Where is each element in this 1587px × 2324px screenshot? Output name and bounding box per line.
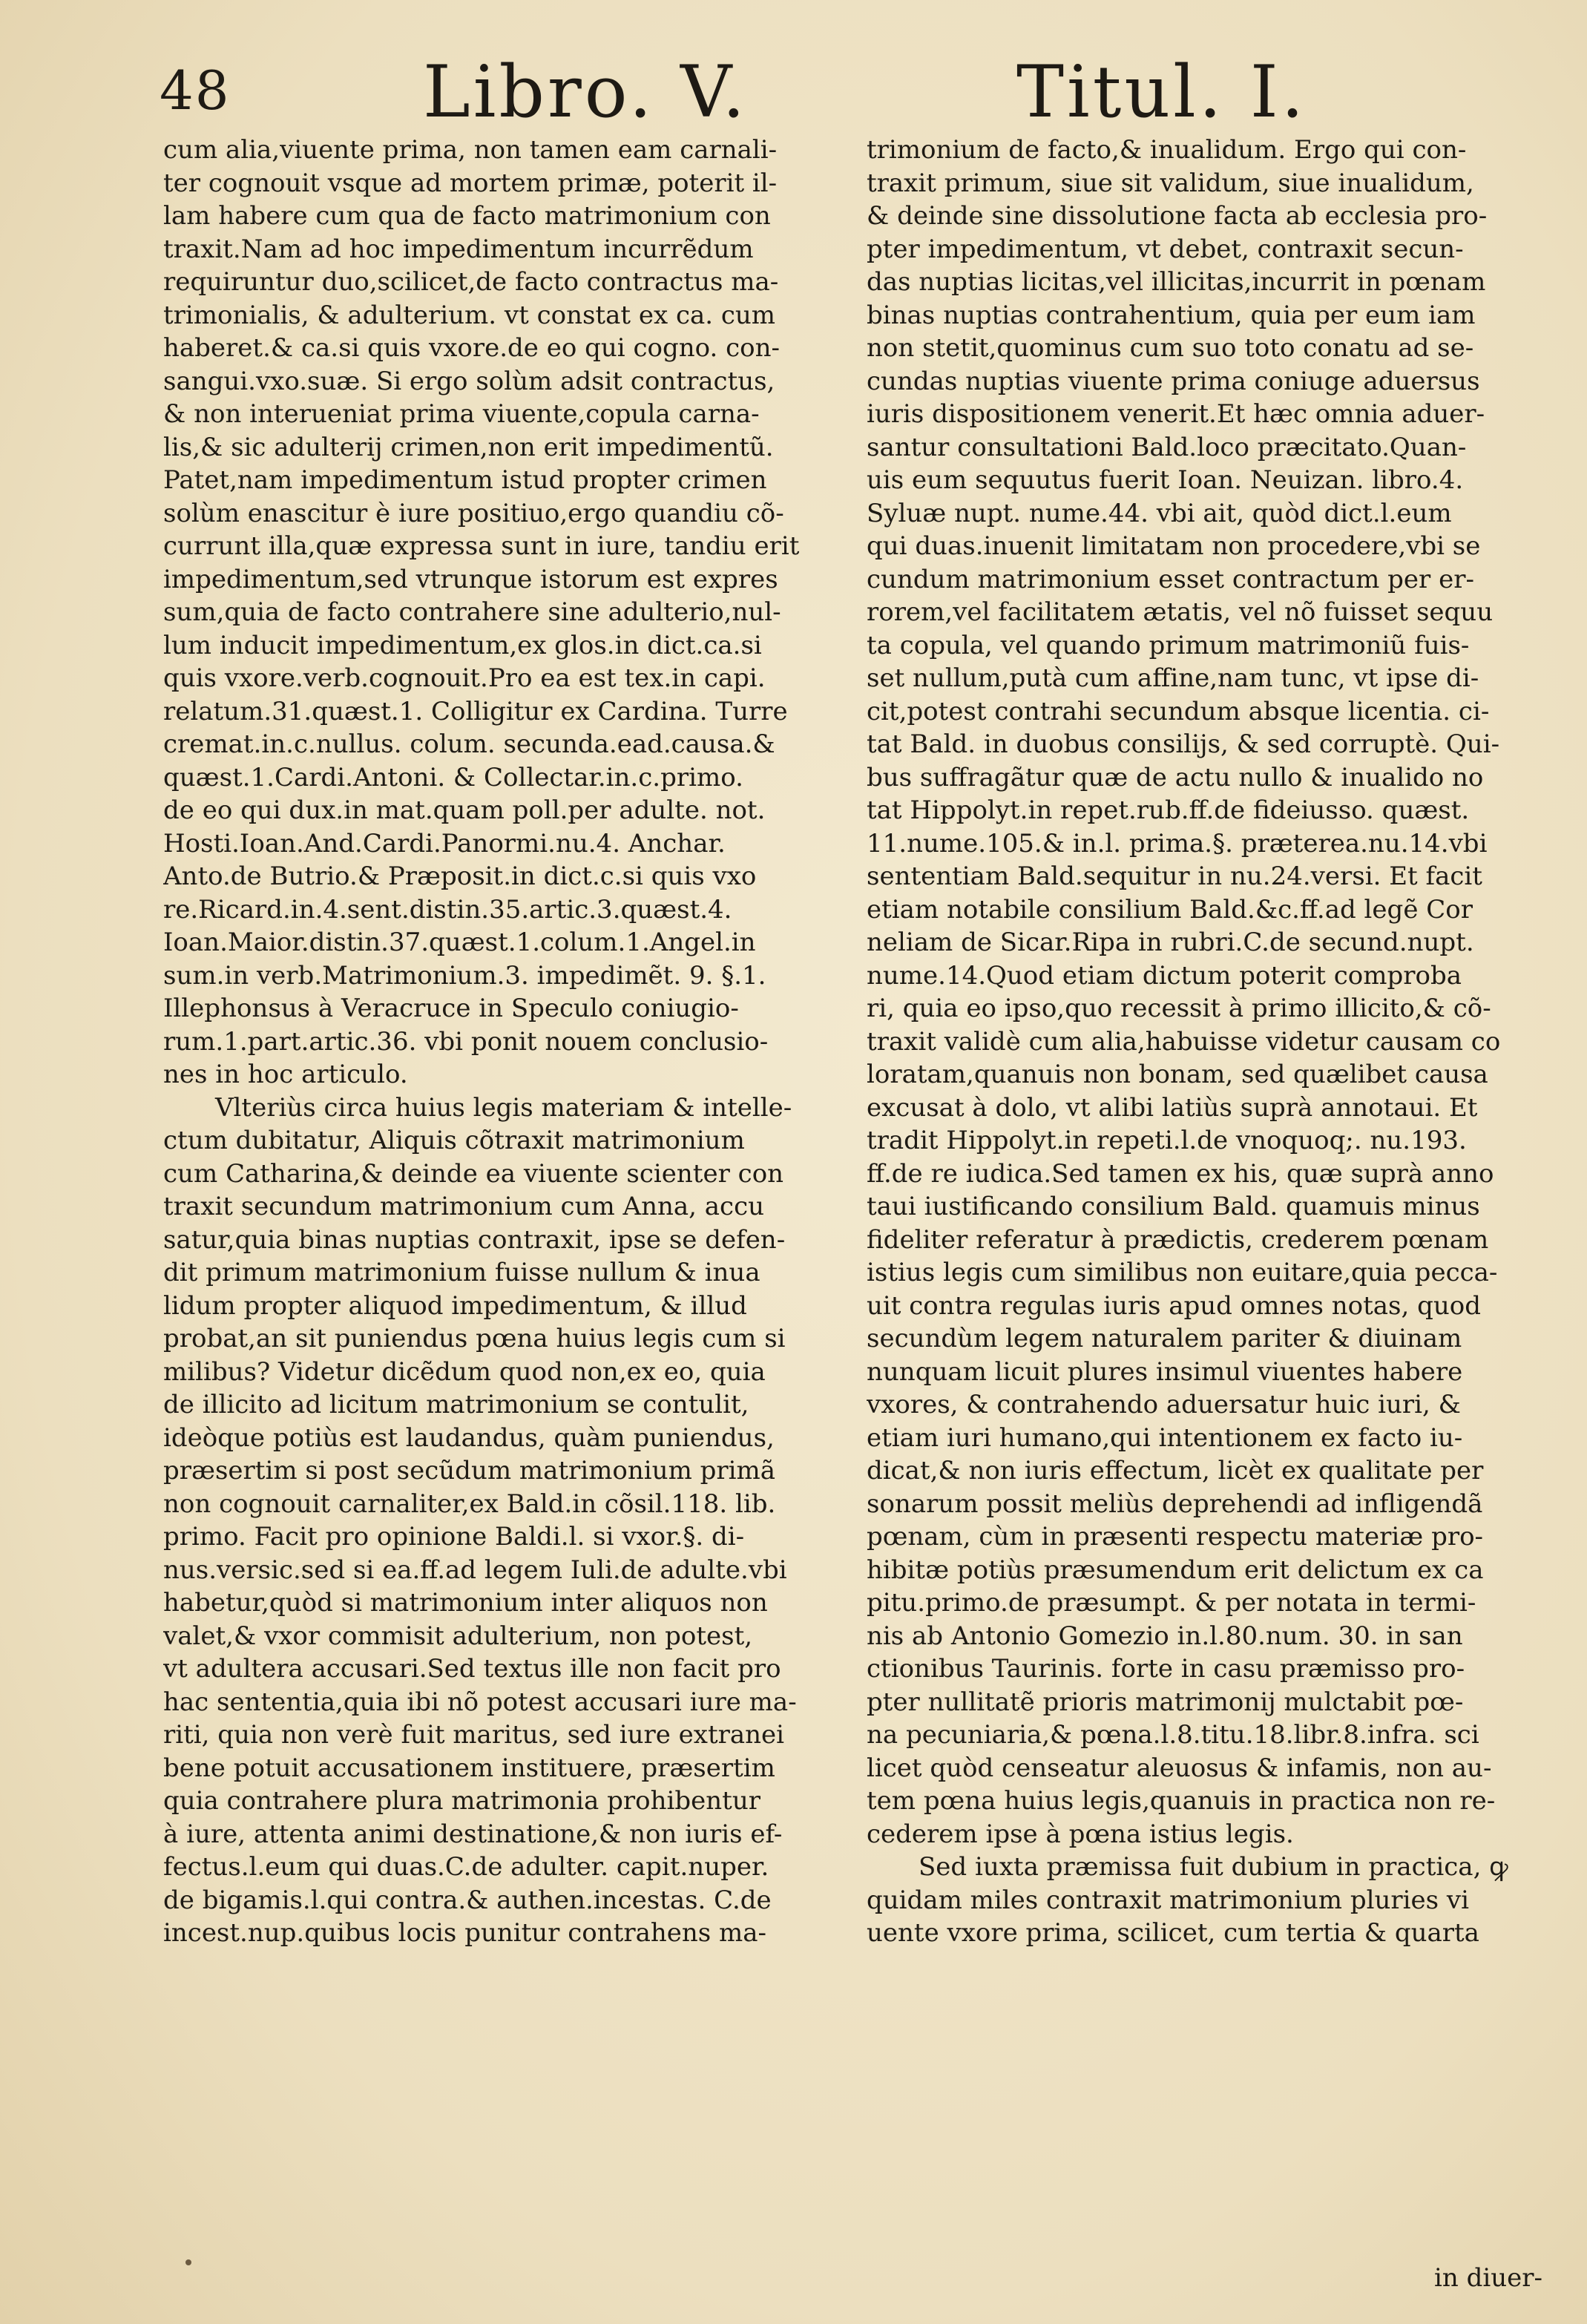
text-column-left bbox=[163, 134, 846, 1950]
text-line: na pecuniaria,& pœna.l.8.titu.18.libr.8.infra. sci bbox=[867, 1720, 1479, 1750]
text-line: cit,potest contrahi secundum absque licentia. ci- bbox=[867, 696, 1490, 726]
text-line: requiruntur duo,scilicet,de facto contractus ma- bbox=[163, 267, 779, 297]
text-line: ctionibus Taurinis. forte in casu præmisso pro- bbox=[867, 1654, 1465, 1684]
text-line: trimonialis, & adulterium. vt constat ex ca. cum bbox=[163, 300, 776, 330]
text-line: ta copula, vel quando primum matrimoniũ fuis- bbox=[867, 630, 1470, 660]
text-line: fideliter referatur à prædictis, crederem pœnam bbox=[867, 1224, 1489, 1255]
text-line: non stetit,quominus cum suo toto conatu ad se- bbox=[867, 333, 1474, 363]
text-line: incest.nup.quibus locis punitur contrahens ma- bbox=[163, 1918, 767, 1948]
text-line: licet quòd censeatur aleuosus & infamis, non au- bbox=[867, 1753, 1492, 1783]
text-line: vxores, & contrahendo aduersatur huic iuri, & bbox=[867, 1390, 1461, 1419]
text-line: de bigamis.l.qui contra.& authen.incestas. C.de bbox=[163, 1885, 772, 1915]
text-line: cum alia,viuente prima, non tamen eam carnali- bbox=[163, 135, 778, 165]
page-number: 48 bbox=[160, 59, 231, 122]
text-line: traxit primum, siue sit validum, siue inualidum, bbox=[867, 168, 1474, 198]
text-line: solùm enascitur è iure positiuo,ergo quandiu cõ- bbox=[163, 498, 784, 528]
text-line: hibitæ potiùs præsumendum erit delictum ex ca bbox=[867, 1555, 1484, 1585]
text-line: cundum matrimonium esset contractum per er- bbox=[867, 564, 1474, 594]
text-line: lam habere cum qua de facto matrimonium con bbox=[163, 201, 771, 231]
running-section: Titul. I. bbox=[1016, 50, 1307, 134]
running-header bbox=[0, 45, 1587, 134]
text-line: habetur,quòd si matrimonium inter aliquos non bbox=[163, 1588, 768, 1618]
text-line: etiam iuri humano,qui intentionem ex facto iu- bbox=[867, 1422, 1463, 1453]
text-line: Sed iuxta præmissa fuit dubium in practica, ꝙ bbox=[919, 1852, 1508, 1882]
text-line: milibus? Videtur dicẽdum quod non,ex eo, quia bbox=[163, 1356, 766, 1387]
text-line: sangui.vxo.suæ. Si ergo solùm adsit contractus, bbox=[163, 366, 775, 396]
text-line: rorem,vel facilitatem ætatis, vel nõ fuisset sequu bbox=[867, 597, 1494, 627]
text-line: ideòque potiùs est laudandus, quàm puniendus, bbox=[163, 1422, 775, 1453]
text-line: ctum dubitatur, Aliquis cõtraxit matrimonium bbox=[163, 1126, 745, 1155]
text-line: cremat.in.c.nullus. colum. secunda.ead.causa.& bbox=[163, 729, 775, 759]
text-line: das nuptias licitas,vel illicitas,incurrit in pœnam bbox=[867, 267, 1486, 297]
text-line: cundas nuptias viuente prima coniuge aduersus bbox=[867, 366, 1480, 396]
text-line: Hosti.Ioan.And.Cardi.Panormi.nu.4. Anchar. bbox=[163, 828, 726, 859]
text-line: impedimentum,sed vtrunque istorum est expres bbox=[163, 564, 778, 594]
text-line: hac sententia,quia ibi nõ potest accusari iure ma- bbox=[163, 1687, 797, 1717]
text-line: ri, quia eo ipso,quo recessit à primo illicito,& cõ- bbox=[867, 994, 1491, 1023]
text-line: lidum propter aliquod impedimentum, & illud bbox=[163, 1290, 747, 1321]
text-line: Anto.de Butrio.& Præposit.in dict.c.si quis vxo bbox=[163, 861, 757, 891]
text-line: præsertim si post secũdum matrimonium primã bbox=[163, 1456, 776, 1486]
text-line: nes in hoc articulo. bbox=[163, 1060, 408, 1089]
text-line: 11.nume.105.& in.l. prima.§. præterea.nu.14.vbi bbox=[867, 828, 1488, 859]
text-line: trimonium de facto,& inualidum. Ergo qui con- bbox=[867, 135, 1467, 165]
text-line: pter impedimentum, vt debet, contraxit secun- bbox=[867, 234, 1464, 264]
text-line: de illicito ad licitum matrimonium se contulit, bbox=[163, 1390, 749, 1419]
text-line: Patet,nam impedimentum istud propter crimen bbox=[163, 465, 767, 495]
text-line: pitu.primo.de præsumpt. & per notata in termi- bbox=[867, 1588, 1476, 1618]
text-line: secundùm legem naturalem pariter & diuinam bbox=[867, 1324, 1462, 1353]
text-line: nus.versic.sed si ea.ff.ad legem Iuli.de adulte.vbi bbox=[163, 1555, 787, 1585]
text-line: qui duas.inuenit limitatam non procedere,vbi se bbox=[867, 531, 1481, 561]
text-line: traxit validè cum alia,habuisse videtur causam co bbox=[867, 1026, 1501, 1057]
text-line: quia contrahere plura matrimonia prohibentur bbox=[163, 1786, 760, 1816]
text-line: primo. Facit pro opinione Baldi.l. si vxor.§. di- bbox=[163, 1522, 745, 1552]
text-line: neliam de Sicar.Ripa in rubri.C.de secund.nupt. bbox=[867, 928, 1474, 957]
text-line: riti, quia non verè fuit maritus, sed iure extranei bbox=[163, 1720, 785, 1750]
text-line: istius legis cum similibus non euitare,quia pecca- bbox=[867, 1258, 1498, 1287]
text-line: sonarum possit meliùs deprehendi ad infligendã bbox=[867, 1488, 1483, 1519]
text-line: dicat,& non iuris effectum, licèt ex qualitate per bbox=[867, 1456, 1484, 1486]
text-line: tat Bald. in duobus consilijs, & sed corruptè. Qui- bbox=[867, 729, 1500, 759]
text-line: iuris dispositionem venerit.Et hæc omnia aduer- bbox=[867, 399, 1485, 429]
text-line: nunquam licuit plures insimul viuentes habere bbox=[867, 1356, 1463, 1387]
text-line: Ioan.Maior.distin.37.quæst.1.colum.1.Angel.in bbox=[163, 928, 756, 957]
text-line: loratam,quanuis non bonam, sed quælibet causa bbox=[867, 1060, 1488, 1089]
text-line: tem pœna huius legis,quanuis in practica non re- bbox=[867, 1786, 1496, 1816]
text-line: quidam miles contraxit matrimonium pluries vi bbox=[867, 1885, 1469, 1915]
text-line: de eo qui dux.in mat.quam poll.per adulte. not. bbox=[163, 795, 766, 825]
text-line: dit primum matrimonium fuisse nullum & inua bbox=[163, 1258, 760, 1287]
text-line: sum,quia de facto contrahere sine adulterio,nul- bbox=[163, 597, 781, 627]
text-line: cederem ipse à pœna istius legis. bbox=[867, 1819, 1294, 1849]
text-line: Syluæ nupt. nume.44. vbi ait, quòd dict.l.eum bbox=[867, 498, 1452, 528]
text-line: Illephonsus à Veracruce in Speculo coniugio- bbox=[163, 994, 739, 1023]
text-line: uente vxore prima, scilicet, cum tertia & quarta bbox=[867, 1918, 1479, 1948]
text-line: satur,quia binas nuptias contraxit, ipse se defen- bbox=[163, 1224, 786, 1255]
text-line: valet,& vxor commisit adulterium, non potest, bbox=[163, 1621, 753, 1651]
text-line: bus suffragãtur quæ de actu nullo & inualido no bbox=[867, 762, 1484, 792]
text-line: traxit secundum matrimonium cum Anna, accu bbox=[163, 1192, 765, 1221]
text-line: uis eum sequutus fuerit Ioan. Neuizan. libro.4. bbox=[867, 465, 1464, 495]
text-line: rum.1.part.artic.36. vbi ponit nouem conclusio- bbox=[163, 1026, 769, 1057]
text-line: bene potuit accusationem instituere, præsertim bbox=[163, 1753, 775, 1783]
text-line: etiam notabile consilium Bald.&c.ff.ad legẽ Cor bbox=[867, 894, 1473, 925]
text-line: currunt illa,quæ expressa sunt in iure, tandiu erit bbox=[163, 531, 800, 561]
text-line: à iure, attenta animi destinatione,& non iuris ef- bbox=[163, 1819, 783, 1849]
text-line: nis ab Antonio Gomezio in.l.80.num. 30. in san bbox=[867, 1621, 1463, 1651]
text-line: nume.14.Quod etiam dictum poterit comproba bbox=[867, 960, 1462, 991]
text-line: traxit.Nam ad hoc impedimentum incurrẽdum bbox=[163, 234, 754, 264]
text-line: sententiam Bald.sequitur in nu.24.versi. Et facit bbox=[867, 861, 1482, 891]
text-line: tradit Hippolyt.in repeti.l.de vnoquoq;. nu.193. bbox=[867, 1126, 1467, 1155]
running-title: Libro. V. bbox=[423, 50, 748, 134]
text-line: tat Hippolyt.in repet.rub.ff.de fideiusso. quæst. bbox=[867, 795, 1470, 825]
text-line: binas nuptias contrahentium, quia per eum iam bbox=[867, 300, 1476, 330]
text-line: lum inducit impedimentum,ex glos.in dict.ca.si bbox=[163, 630, 762, 660]
text-line: pœnam, cùm in præsenti respectu materiæ pro- bbox=[867, 1522, 1484, 1552]
text-line: cum Catharina,& deinde ea viuente scienter con bbox=[163, 1158, 784, 1189]
text-line: & non interueniat prima viuente,copula carna- bbox=[163, 399, 760, 429]
ink-speck bbox=[185, 2259, 191, 2265]
text-line: santur consultationi Bald.loco præcitato.Quan- bbox=[867, 432, 1467, 462]
text-line: quæst.1.Cardi.Antoni. & Collectar.in.c.primo. bbox=[163, 762, 743, 792]
text-line: excusat à dolo, vt alibi latiùs suprà annotaui. Et bbox=[867, 1092, 1478, 1123]
text-line: Vlteriùs circa huius legis materiam & intelle- bbox=[215, 1092, 792, 1123]
text-column-right bbox=[867, 134, 1549, 1950]
text-line: pter nullitatẽ prioris matrimonij mulctabit pœ- bbox=[867, 1687, 1464, 1717]
text-line: fectus.l.eum qui duas.C.de adulter. capit.nuper. bbox=[163, 1852, 769, 1882]
text-line: re.Ricard.in.4.sent.distin.35.artic.3.quæst.4. bbox=[163, 894, 732, 925]
text-line: ter cognouit vsque ad mortem primæ, poterit il- bbox=[163, 168, 778, 198]
text-line: vt adultera accusari.Sed textus ille non facit pro bbox=[163, 1654, 781, 1684]
text-line: haberet.& ca.si quis vxore.de eo qui cogno. con- bbox=[163, 333, 781, 363]
text-line: probat,an sit puniendus pœna huius legis cum si bbox=[163, 1324, 786, 1353]
text-line: relatum.31.quæst.1. Colligitur ex Cardina. Turre bbox=[163, 696, 788, 726]
text-line: quis vxore.verb.cognouit.Pro ea est tex.in capi. bbox=[163, 663, 766, 693]
text-line: uit contra regulas iuris apud omnes notas, quod bbox=[867, 1290, 1481, 1321]
text-line: set nullum,putà cum affine,nam tunc, vt ipse di- bbox=[867, 663, 1479, 693]
text-line: & deinde sine dissolutione facta ab ecclesia pro- bbox=[867, 201, 1488, 231]
catchword: in diuer- bbox=[1434, 2263, 1542, 2293]
text-line: sum.in verb.Matrimonium.3. impedimẽt. 9. §.1. bbox=[163, 960, 766, 991]
text-line: non cognouit carnaliter,ex Bald.in cõsil.118. lib. bbox=[163, 1488, 776, 1519]
text-line: lis,& sic adulterij crimen,non erit impedimentũ. bbox=[163, 432, 774, 462]
text-line: taui iustificando consilium Bald. quamuis minus bbox=[867, 1192, 1480, 1221]
text-line: ff.de re iudica.Sed tamen ex his, quæ suprà anno bbox=[867, 1158, 1494, 1189]
